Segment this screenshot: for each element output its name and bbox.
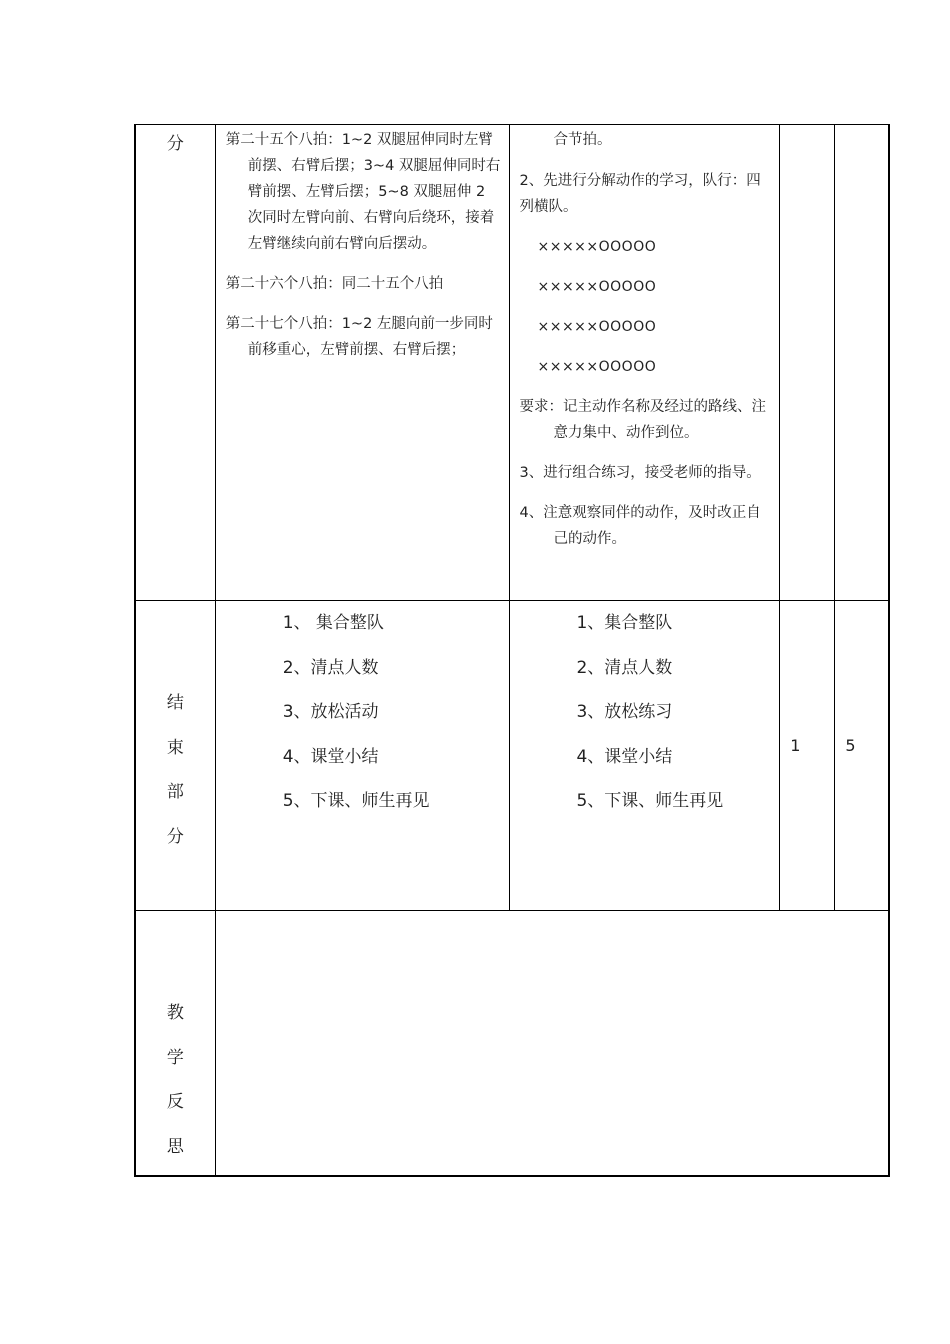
formation-row: ×××××OOOOO xyxy=(537,359,657,375)
lesson-plan-table xyxy=(134,124,890,1177)
section-label-char: 教 xyxy=(166,1003,184,1023)
reflection-row xyxy=(135,911,889,1176)
method-cell xyxy=(510,125,780,601)
section-label-char: 反 xyxy=(166,1092,184,1112)
formation-row: ×××××OOOOO xyxy=(537,279,657,295)
section-label-char: 思 xyxy=(166,1136,184,1157)
method-text: 2、先进行分解动作的学习，队行：四列横队。 xyxy=(519,173,761,215)
section-label-cell xyxy=(135,601,215,911)
list-item: 1、 集合整队 xyxy=(282,613,384,633)
section-label-char: 结 xyxy=(166,693,184,713)
empty-cell xyxy=(835,125,889,601)
method-text: 4、注意观察同伴的动作，及时改正自己的动作。 xyxy=(519,505,761,547)
section-label-char: 分 xyxy=(166,826,184,847)
list-item: 2、清点人数 xyxy=(576,657,673,678)
empty-cell xyxy=(780,125,835,601)
count-value: 1 xyxy=(790,736,801,755)
method-text: 合节拍。 xyxy=(553,132,612,148)
list-item: 2、清点人数 xyxy=(282,657,379,678)
section-label-cell xyxy=(135,911,215,1176)
method-cell xyxy=(510,601,780,911)
ending-section-row xyxy=(135,601,889,911)
section-label-char: 束 xyxy=(166,737,184,758)
reflection-cell xyxy=(215,911,889,1176)
section-label: 分 xyxy=(166,134,184,154)
basic-section-row xyxy=(135,125,889,601)
section-label-char: 学 xyxy=(166,1047,184,1068)
content-cell xyxy=(215,601,510,911)
count-cell xyxy=(780,601,835,911)
section-label-cell xyxy=(135,125,215,601)
list-item: 5、下课、师生再见 xyxy=(576,791,724,811)
list-item: 4、课堂小结 xyxy=(576,746,673,767)
requirement-text: 要求：记主动作名称及经过的路线、注意力集中、动作到位。 xyxy=(519,399,766,441)
content-paragraph: 第二十七个八拍：1~2 左腿向前一步同时前移重心，左臂前摆、右臂后摆； xyxy=(225,316,493,358)
list-item: 3、放松练习 xyxy=(576,702,673,722)
list-item: 4、课堂小结 xyxy=(282,746,379,767)
list-item: 5、下课、师生再见 xyxy=(282,791,430,811)
content-paragraph: 第二十五个八拍：1~2 双腿屈伸同时左臂前摆、右臂后摆；3~4 双腿屈伸同时右臂前摆、左臂后摆；5~8 双腿屈伸 2 次同时左臂向前、右臂向后绕环，接着左臂继续向前右臂向后摆动。 xyxy=(225,132,501,252)
formation-row: ×××××OOOOO xyxy=(537,239,657,255)
method-text: 3、进行组合练习，接受老师的指导。 xyxy=(519,465,761,481)
time-value: 5 xyxy=(845,736,856,755)
list-item: 3、放松活动 xyxy=(282,702,379,722)
list-item: 1、集合整队 xyxy=(576,613,673,633)
content-paragraph: 第二十六个八拍：同二十五个八拍 xyxy=(225,276,444,292)
section-label-char: 部 xyxy=(166,782,184,802)
time-cell xyxy=(835,601,889,911)
content-cell xyxy=(215,125,510,601)
formation-row: ×××××OOOOO xyxy=(537,319,657,335)
